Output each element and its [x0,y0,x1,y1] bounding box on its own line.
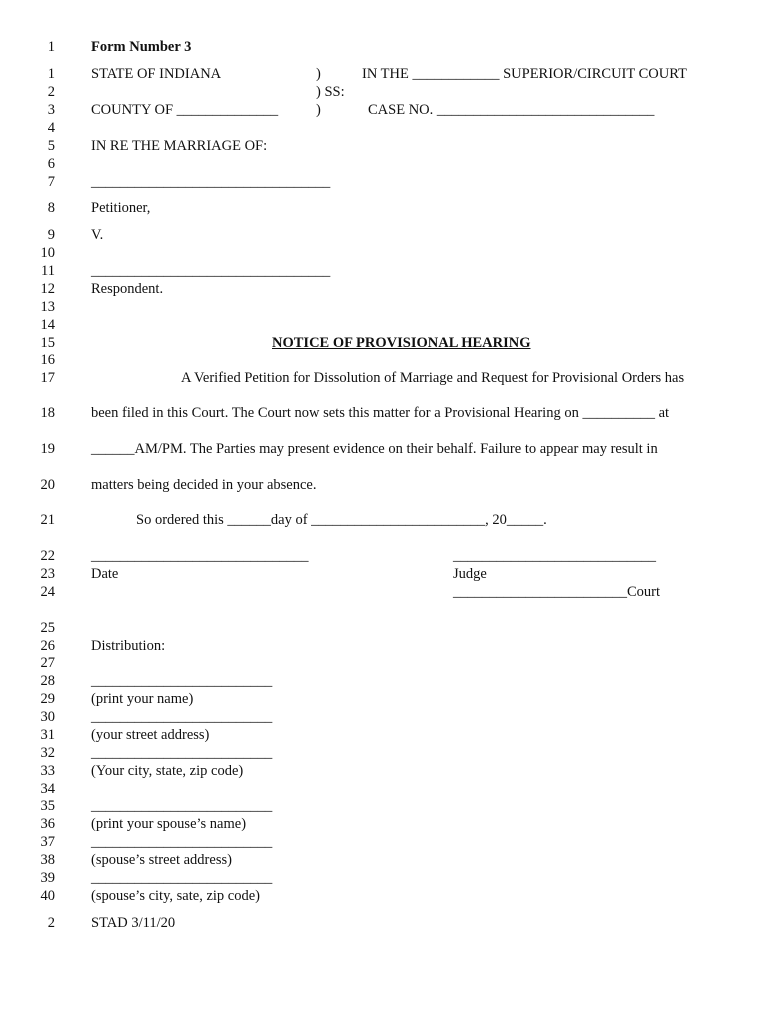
line-number: 2 [47,915,55,931]
body-line: ______AM/PM. The Parties may present evidence on their behalf. Failure to appear may result in [91,441,658,457]
caption-paren: ) [316,102,321,118]
line-number: 9 [47,227,55,243]
distribution-blank-field[interactable]: _________________________ [91,673,273,689]
line-number: 38 [40,852,55,868]
petitioner-name-field[interactable]: _________________________________ [91,174,331,190]
caption-paren: ) [316,66,321,82]
versus-label: V. [91,227,104,243]
line-number: 13 [40,299,55,315]
distribution-blank-field[interactable]: _________________________ [91,870,273,886]
line-number: 1 [47,66,55,82]
date-signature-field[interactable]: ______________________________ [91,548,309,564]
distribution-field-label: (Your city, state, zip code) [91,763,244,779]
line-number: 19 [40,441,55,457]
line-number: 29 [40,691,55,707]
in-re-heading: IN RE THE MARRIAGE OF: [91,138,268,154]
document-title: NOTICE OF PROVISIONAL HEARING [272,335,531,351]
distribution-field-label: (your street address) [91,727,210,743]
line-number: 14 [40,317,55,333]
line-number: 33 [40,763,55,779]
judge-label: Judge [453,566,487,582]
line-number: 31 [40,727,55,743]
line-number: 40 [40,888,55,904]
distribution-field-label: (print your spouse’s name) [91,816,247,832]
line-number: 36 [40,816,55,832]
line-number: 20 [40,477,55,493]
line-number: 1 [47,39,55,55]
line-number: 7 [47,174,55,190]
line-number: 37 [40,834,55,850]
line-number: 25 [40,620,55,636]
line-number: 6 [47,156,55,172]
line-number: 2 [47,84,55,100]
respondent-label: Respondent. [91,281,164,297]
ss-label: ) SS: [316,84,345,100]
distribution-field-label: (print your name) [91,691,194,707]
line-number: 21 [40,512,55,528]
line-number: 4 [47,120,55,136]
line-number: 27 [40,655,55,671]
line-number: 30 [40,709,55,725]
form-footer: STAD 3/11/20 [91,915,176,931]
line-number: 18 [40,405,55,421]
line-number: 39 [40,870,55,886]
case-number-field[interactable]: CASE NO. ______________________________ [368,102,655,118]
line-number: 11 [41,263,55,279]
line-number: 24 [40,584,55,600]
line-number: 15 [40,335,55,351]
line-number: 35 [40,798,55,814]
distribution-blank-field[interactable]: _________________________ [91,798,273,814]
line-number: 8 [47,200,55,216]
distribution-field-label: (spouse’s street address) [91,852,232,868]
line-number: 32 [40,745,55,761]
line-number: 34 [40,781,55,797]
line-number: 12 [40,281,55,297]
body-line: A Verified Petition for Dissolution of Marriage and Request for Provisional Orders has [181,370,685,386]
respondent-name-field[interactable]: _________________________________ [91,263,331,279]
line-number: 16 [40,352,55,368]
line-number: 23 [40,566,55,582]
line-number: 17 [40,370,55,386]
court-field[interactable]: ________________________Court [453,584,661,600]
petitioner-label: Petitioner, [91,200,151,216]
body-line: matters being decided in your absence. [91,477,317,493]
line-number: 5 [47,138,55,154]
body-line: been filed in this Court. The Court now sets this matter for a Provisional Hearing on __________ at [91,405,670,421]
line-number: 26 [40,638,55,654]
distribution-blank-field[interactable]: _________________________ [91,709,273,725]
distribution-field-label: (spouse’s city, sate, zip code) [91,888,260,904]
county-field[interactable]: COUNTY OF ______________ [91,102,279,118]
distribution-heading: Distribution: [91,638,166,654]
line-number: 22 [40,548,55,564]
court-name-field[interactable]: IN THE ____________ SUPERIOR/CIRCUIT COURT [362,66,687,82]
line-number: 10 [40,245,55,261]
line-number: 28 [40,673,55,689]
date-label: Date [91,566,119,582]
judge-signature-field[interactable]: ____________________________ [453,548,656,564]
state-label: STATE OF INDIANA [91,66,222,82]
distribution-blank-field[interactable]: _________________________ [91,834,273,850]
so-ordered-line: So ordered this ______day of ________________________, 20_____. [136,512,547,528]
form-number: Form Number 3 [91,39,192,55]
line-number: 3 [47,102,55,118]
distribution-blank-field[interactable]: _________________________ [91,745,273,761]
